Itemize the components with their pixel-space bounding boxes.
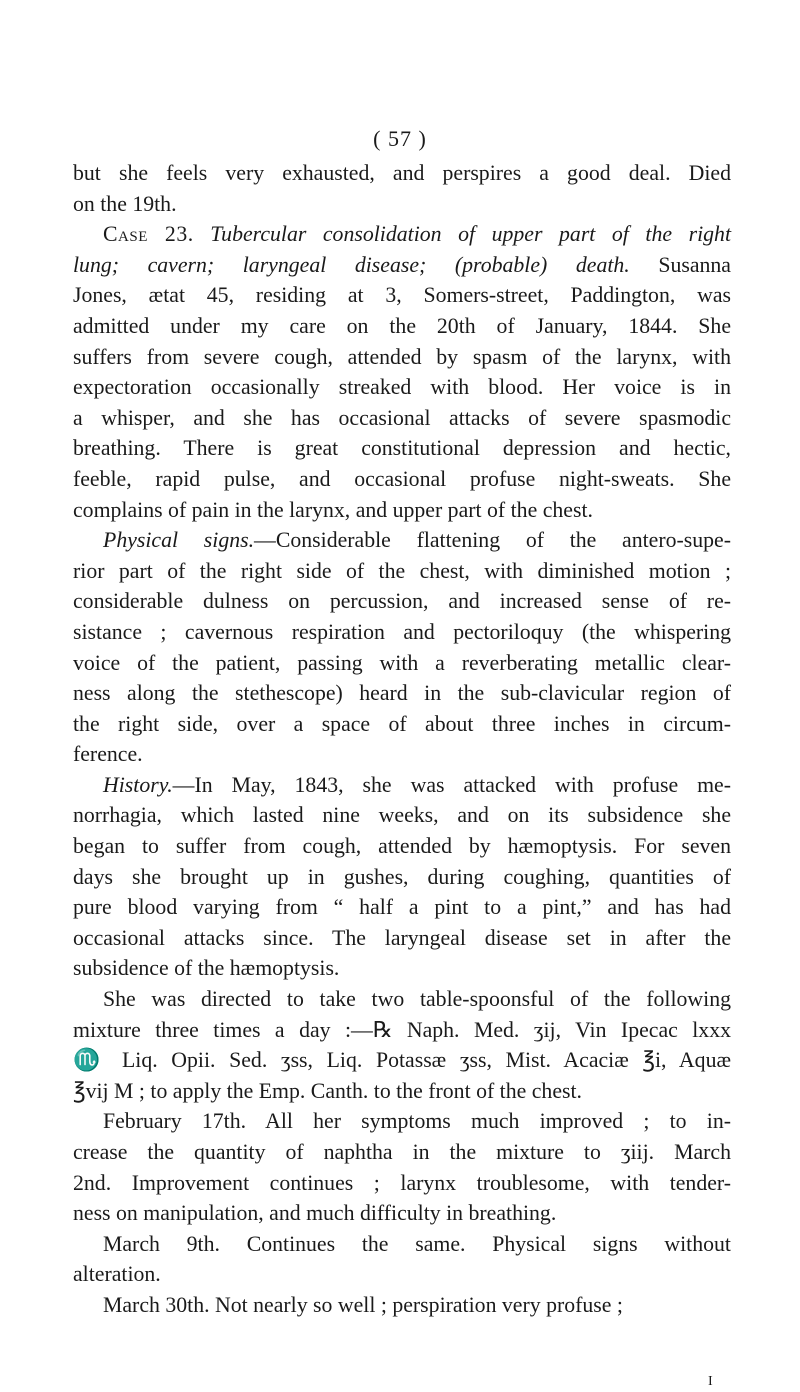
text-line: suffers from severe cough, attended by spasm of the larynx, with	[73, 344, 731, 369]
text-line: Jones, ætat 45, residing at 3, Somers-street, Paddington, was	[73, 283, 731, 308]
text-line: voice of the patient, passing with a reverberating metallic clear-	[73, 650, 731, 675]
text-line: March 30th. Not nearly so well ; perspiration very profuse ;	[103, 1292, 623, 1317]
text-line: the right side, over a space of about three inches in circum-	[73, 711, 731, 736]
history-heading: History.	[103, 772, 173, 797]
history-line	[73, 770, 731, 801]
prescription-line: ℥vij M ; to apply the Emp. Canth. to the front of the chest.	[73, 1078, 582, 1103]
text-line: days she brought up in gushes, during coughing, quantities of	[73, 864, 731, 889]
text-line: but she feels very exhausted, and perspires a good deal. Died	[73, 161, 731, 185]
case-number: Case 23.	[103, 222, 194, 247]
text-line: rior part of the right side of the chest, with diminished motion ;	[73, 558, 731, 583]
text-line: admitted under my care on the 20th of January, 1844. She	[73, 313, 731, 338]
prescription-line: ♏ Liq. Opii. Sed. ʒss, Liq. Potassæ ʒss, Mist. Acaciæ ℥i, Aquæ	[73, 1048, 731, 1073]
case-heading-line	[73, 250, 731, 281]
text-line: considerable dulness on percussion, and increased sense of re-	[73, 589, 731, 614]
text-line: ness along the stethescope) heard in the sub-clavicular region of	[73, 681, 731, 706]
text-line: alteration.	[73, 1262, 161, 1287]
case-heading-line	[73, 219, 731, 250]
text-line: February 17th. All her symptoms much improved ; to in-	[103, 1109, 731, 1134]
text-line: feeble, rapid pulse, and occasional profuse night-sweats. She	[73, 466, 731, 491]
prescription-line: mixture three times a day :—℞ Naph. Med. ʒij, Vin Ipecac lxxx	[73, 1017, 731, 1042]
physical-signs-line	[73, 525, 731, 556]
physical-signs-heading: Physical signs.	[103, 528, 255, 553]
body-text	[73, 158, 731, 1321]
text-line: pure blood varying from “ half a pint to a pint,” and has had	[73, 895, 731, 920]
history-text: —In May, 1843, she was attacked with profuse me-	[172, 772, 731, 797]
text-line: ference.	[73, 742, 143, 767]
text-line: She was directed to take two table-spoonsful of the following	[103, 987, 731, 1012]
text-line: complains of pain in the larynx, and upper part of the chest.	[73, 497, 593, 522]
case-title-end: ) death.	[540, 252, 630, 277]
text-line: ness on manipulation, and much difficulty in breathing.	[73, 1201, 557, 1226]
text-line: a whisper, and she has occasional attacks of severe spasmodic	[73, 405, 731, 430]
signature-mark: I	[708, 1374, 713, 1389]
text-line: crease the quantity of naphtha in the mixture to ʒiij. March	[73, 1140, 731, 1164]
case-title-probable: probable	[462, 252, 541, 277]
text-line: began to suffer from cough, attended by hæmoptysis. For seven	[73, 834, 731, 859]
text-line: breathing. There is great constitutional depression and hectic,	[73, 436, 731, 461]
text-line: expectoration occasionally streaked with blood. Her voice is in	[73, 375, 731, 400]
case-title-cont: lung; cavern; laryngeal disease; (	[73, 252, 463, 277]
text-line: norrhagia, which lasted nine weeks, and on its subsidence she	[73, 803, 731, 828]
page-number: ( 57 )	[373, 126, 427, 151]
text-line: occasional attacks since. The laryngeal disease set in after the	[73, 925, 731, 950]
patient-name-start: Susanna	[629, 252, 731, 277]
physical-signs-text: —Considerable flattening of the antero-supe-	[254, 528, 731, 553]
case-title: Tubercular consolidation of upper part of the right	[210, 222, 731, 247]
text-line: March 9th. Continues the same. Physical signs without	[103, 1231, 731, 1256]
text-line: subsidence of the hæmoptysis.	[73, 956, 340, 981]
text-line: on the 19th.	[73, 191, 177, 216]
text-line: 2nd. Improvement continues ; larynx troublesome, with tender-	[73, 1170, 731, 1195]
text-line: sistance ; cavernous respiration and pectoriloquy (the whispering	[73, 619, 731, 644]
